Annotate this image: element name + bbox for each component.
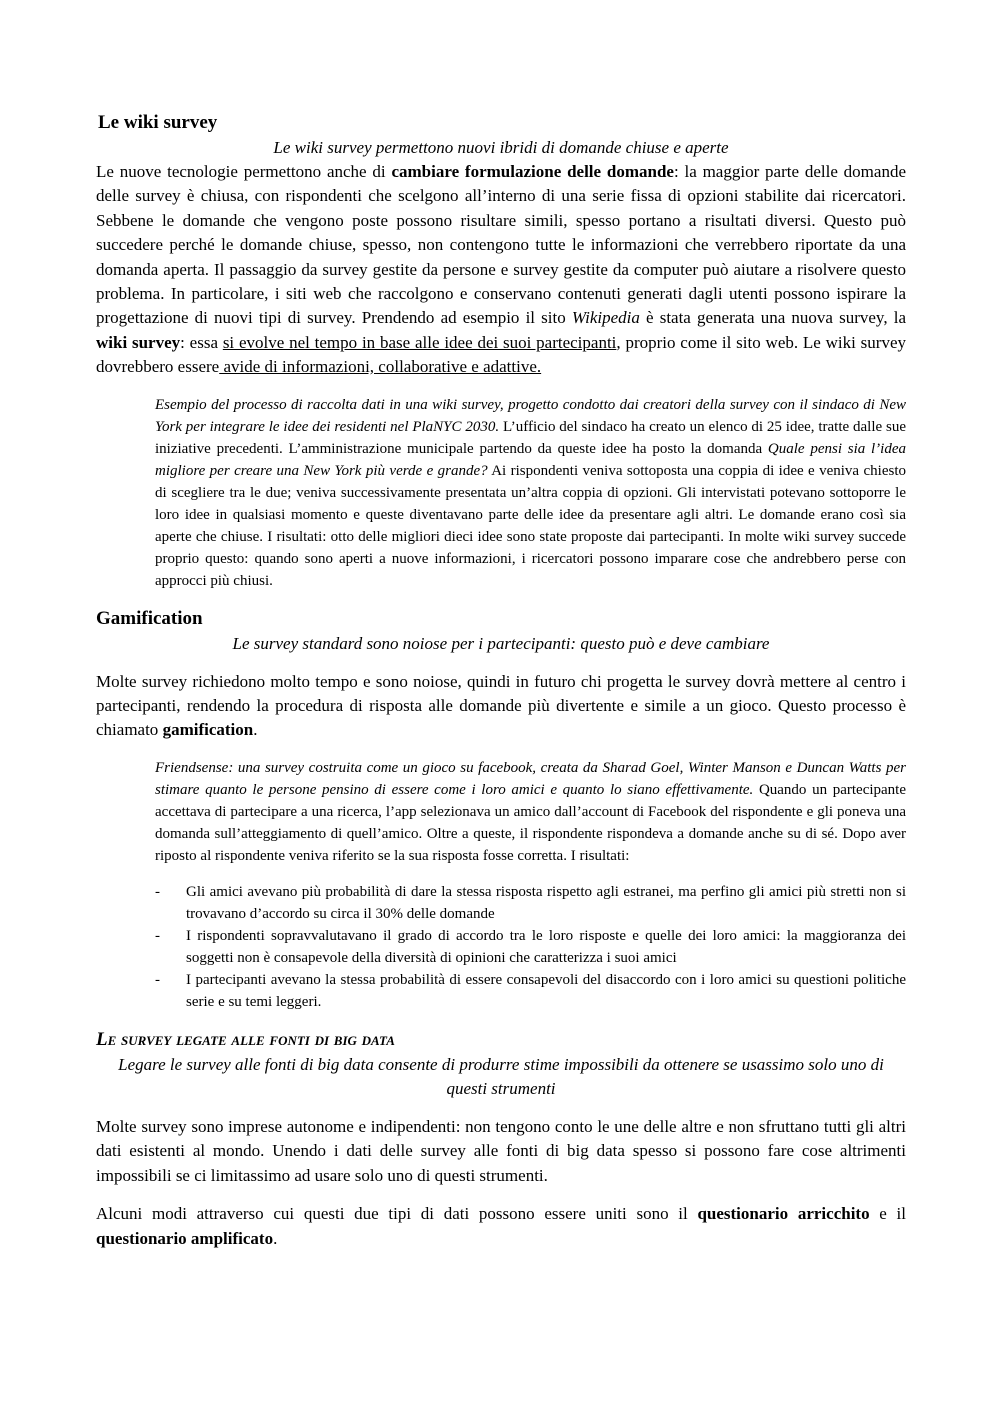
bold-text: gamification [162, 720, 254, 740]
text-run: Le nuove tecnologie permettono anche di [96, 162, 392, 181]
italic-text: Quale pensi sia l’idea migliore per creare una New York più verde e grande? [155, 440, 906, 479]
bold-text: wiki survey [96, 332, 181, 352]
section-title-wiki-survey: Le wiki survey [98, 112, 218, 133]
bold-text: questionario arricchito [697, 1204, 870, 1224]
dash-bullet: - [155, 883, 160, 900]
list-item-text: Gli amici avevano più probabilità di dare la stessa risposta rispetto agli estranei, ma perfino gli amici più stretti non si trovavano d’accordo su circa il 30% delle domande [186, 883, 906, 922]
list-item [96, 881, 906, 925]
paragraph-wiki-intro [96, 160, 906, 380]
section-title-gamification: Gamification [96, 607, 203, 629]
italic-text: Esempio del processo di raccolta dati in una wiki survey, progetto condotto dai creatori della survey con il sindaco di New York per integrare le idee dei residenti nel PlaNYC 2030. [155, 396, 906, 435]
text-run: Molte survey richiedono molto tempo e sono noiose, quindi in futuro chi progetta le survey dovrà mettere al centro i partecipanti, rendendo la procedura di risposta alle domande più divertente e simile a un gioco. Questo processo è chiamato [96, 671, 906, 740]
italic-text: Friendsense: una survey costruita come un gioco su facebook, creata da Sharad Goel, Winter Manson e Duncan Watts per stimare quanto le persone pensino di essere come i loro amici e quanto lo siano effettivamente. [155, 759, 906, 798]
text-run: L’ufficio del sindaco ha creato un elenco di 25 idee, tratte dalle sue iniziative precedenti. L’amministrazione municipale partendo da queste idee ha posto la domanda [155, 418, 906, 457]
text-run: : essa [180, 332, 223, 352]
text-run: . [273, 1228, 278, 1248]
section-subtitle-gamification: Le survey standard sono noiose per i partecipanti: questo può e deve cambiare [232, 633, 770, 653]
paragraph-big-data-1: Molte survey sono imprese autonome e indipendenti: non tengono conto le une delle altre e non sfruttano tutti gli altri dati esistenti al mondo. Unendo i dati delle survey alle fonti di big data spesso si possono fare cose altrimenti impossibili se ci limitassimo ad usare solo uno di questi strumenti. [96, 1116, 906, 1185]
example-text-friendsense [155, 757, 906, 867]
example-box-wiki [155, 394, 906, 592]
dash-bullet: - [155, 971, 160, 988]
dash-bullet: - [155, 927, 160, 944]
document-page [96, 110, 906, 1251]
example-box-friendsense [155, 757, 906, 867]
italic-text: Wikipedia [571, 308, 640, 328]
text-run: è stata generata una nuova survey, la [639, 308, 906, 328]
underlined-text: avide di informazioni, collaborative e adattive. [219, 357, 542, 377]
text-run: e il [869, 1204, 907, 1224]
list-item-text: I rispondenti sopravvalutavano il grado di accordo tra le loro risposte e quelle dei loro amici: la maggioranza dei soggetti non è consapevole della diversità di opinioni che caratterizza i suoi amici [186, 927, 906, 966]
section-subtitle-wiki-survey: Le wiki survey permettono nuovi ibridi di domande chiuse e aperte [273, 138, 729, 157]
example-text-wiki [155, 394, 906, 592]
text-run: : la maggior parte delle domande delle survey è chiusa, con rispondenti che scelgono all’interno di una serie fissa di opzioni stabilite dai ricercatori. Sebbene le domande che vengono poste possono risultare simili, spesso portano a risultati diversi. Questo può succedere perché le domande chiuse, spesso, non contengono tutte le informazioni che verrebbero riportate da una domanda aperta. Il passaggio da survey gestite da persone e survey gestite da computer può aiutare a risolvere questo problema. In particolare, i siti web che raccolgono e conservano contenuti generati dagli utenti possono ispirare la progettazione di nuovi tipi di survey. Prendendo ad esempio il sito [96, 162, 906, 328]
results-list [96, 881, 906, 1013]
list-item-text: I partecipanti avevano la stessa probabilità di essere consapevoli del disaccordo con i loro amici su questioni politiche serie e su temi leggeri. [186, 971, 906, 1010]
section-subtitle-big-data: Legare le survey alle fonti di big data consente di produrre stime impossibili da ottenere se usassimo solo uno di questi strumenti [118, 1054, 884, 1098]
text-run: Alcuni modi attraverso cui questi due tipi di dati possono essere uniti sono il [96, 1204, 698, 1224]
paragraph-big-data-2 [96, 1202, 906, 1251]
list-item [96, 925, 906, 969]
paragraph-gamification [96, 670, 906, 743]
section-title-big-data: Le survey legate alle fonti di big data [96, 1028, 395, 1050]
text-run: , proprio come il sito web. Le wiki survey dovrebbero essere [96, 332, 907, 377]
bold-text: questionario amplificato [96, 1228, 274, 1248]
list-item [96, 969, 906, 1013]
text-run: Quando un partecipante accettava di partecipare a una ricerca, l’app selezionava un amico dall’account di Facebook del rispondente e gli poneva una domanda sull’atteggiamento di quell’amico. Oltre a queste, il rispondente rispondeva a domande anche su di sé. Dopo aver riposto al rispondente veniva riferito se la sua risposta fosse corretta. I risultati: [155, 781, 907, 864]
bold-text: cambiare formulazione delle domande [391, 162, 674, 181]
underlined-text: si evolve nel tempo in base alle idee dei suoi partecipanti [222, 332, 617, 352]
text-run: . [253, 720, 258, 740]
text-run: Ai rispondenti veniva sottoposta una coppia di idee e veniva chiesto di scegliere tra le due; veniva successivamente presentata un’altra coppia di opzioni. Gli intervistati potevano sottoporre le loro idee in qualsiasi momento e queste diventavano parte delle idee da presentare agli altri. Le domande erano così sia aperte che chiuse. I risultati: otto delle migliori dieci idee sono state proposte dai partecipanti. In molte wiki survey succede proprio questo: quando sono aperti a nuove informazioni, i ricercatori possono imparare cose che andrebbero perse con approcci più chiusi. [155, 462, 906, 589]
